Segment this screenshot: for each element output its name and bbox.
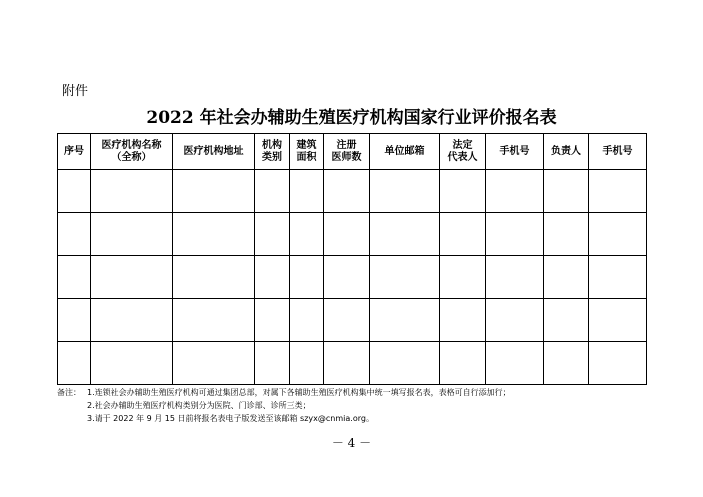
header-serial-number: 序号 [58, 134, 91, 170]
table-row [58, 299, 647, 342]
table-cell[interactable] [173, 170, 255, 213]
table-cell[interactable] [324, 342, 370, 385]
note-item-3 [57, 412, 667, 425]
table-header-row [58, 134, 647, 170]
table-cell[interactable] [486, 256, 544, 299]
note-text: 3.请于 2022 年 9 月 15 日前将报名表电子版发送至该邮箱 szyx@cnmia.org。 [87, 414, 374, 423]
table-cell[interactable] [544, 342, 589, 385]
table-cell[interactable] [91, 299, 173, 342]
header-institution-category: 机构 类别 [255, 134, 290, 170]
header-building-area: 建筑 面积 [290, 134, 324, 170]
header-phone-1: 手机号 [486, 134, 544, 170]
table-cell[interactable] [255, 342, 290, 385]
table-cell[interactable] [544, 299, 589, 342]
table-cell[interactable] [91, 213, 173, 256]
header-legal-representative: 法定 代表人 [440, 134, 486, 170]
note-text: 1.连锁社会办辅助生殖医疗机构可通过集团总部，对属下各辅助生殖医疗机构集中统一填写报名表，表格可自行添加行； [87, 388, 511, 397]
table-cell[interactable] [324, 170, 370, 213]
table-cell[interactable] [486, 213, 544, 256]
table-cell[interactable] [290, 342, 324, 385]
table-cell[interactable] [324, 256, 370, 299]
table-cell[interactable] [589, 256, 647, 299]
table-cell[interactable] [544, 256, 589, 299]
table-cell[interactable] [173, 256, 255, 299]
table-cell[interactable] [440, 342, 486, 385]
table-cell[interactable] [589, 342, 647, 385]
table-cell[interactable] [255, 170, 290, 213]
table-cell[interactable] [91, 170, 173, 213]
table-cell[interactable] [440, 299, 486, 342]
table-cell[interactable] [440, 213, 486, 256]
table-cell[interactable] [58, 170, 91, 213]
table-cell[interactable] [290, 213, 324, 256]
header-person-in-charge: 负责人 [544, 134, 589, 170]
table-cell[interactable] [370, 342, 440, 385]
table-cell[interactable] [589, 170, 647, 213]
table-row [58, 256, 647, 299]
header-registered-physicians: 注册 医师数 [324, 134, 370, 170]
table-cell[interactable] [370, 256, 440, 299]
table-cell[interactable] [173, 342, 255, 385]
notes-section [57, 386, 667, 425]
table-cell[interactable] [255, 213, 290, 256]
note-item-2 [57, 399, 667, 412]
table-cell[interactable] [440, 170, 486, 213]
note-item-1 [57, 386, 667, 399]
table-cell[interactable] [290, 170, 324, 213]
table-row [58, 213, 647, 256]
table-row [58, 342, 647, 385]
table-cell[interactable] [58, 256, 91, 299]
table-row [58, 170, 647, 213]
attachment-label: 附件 [62, 84, 89, 99]
table-cell[interactable] [91, 256, 173, 299]
table-cell[interactable] [544, 170, 589, 213]
table-cell[interactable] [58, 342, 91, 385]
table-cell[interactable] [589, 299, 647, 342]
document-title: 2022 年社会办辅助生殖医疗机构国家行业评价报名表 [146, 108, 557, 128]
table-cell[interactable] [290, 299, 324, 342]
table-cell[interactable] [486, 342, 544, 385]
table-cell[interactable] [290, 256, 324, 299]
note-text: 2.社会办辅助生殖医疗机构类别分为医院、门诊部、诊所三类； [87, 401, 311, 410]
table-cell[interactable] [370, 299, 440, 342]
table-cell[interactable] [58, 213, 91, 256]
table-cell[interactable] [486, 299, 544, 342]
table-cell[interactable] [58, 299, 91, 342]
table-cell[interactable] [255, 256, 290, 299]
table-cell[interactable] [91, 342, 173, 385]
table-cell[interactable] [544, 213, 589, 256]
table-cell[interactable] [370, 170, 440, 213]
table-cell[interactable] [324, 213, 370, 256]
header-institution-name: 医疗机构名称 （全称） [91, 134, 173, 170]
header-unit-email: 单位邮箱 [370, 134, 440, 170]
header-institution-address: 医疗机构地址 [173, 134, 255, 170]
header-phone-2: 手机号 [589, 134, 647, 170]
table-cell[interactable] [589, 213, 647, 256]
table-cell[interactable] [173, 213, 255, 256]
table-cell[interactable] [440, 256, 486, 299]
notes-prefix: 备注： [57, 388, 81, 397]
registration-table [57, 133, 647, 385]
table-cell[interactable] [255, 299, 290, 342]
page-number: － 4 － [331, 436, 372, 450]
table-cell[interactable] [370, 213, 440, 256]
table-cell[interactable] [173, 299, 255, 342]
table-cell[interactable] [486, 170, 544, 213]
table-cell[interactable] [324, 299, 370, 342]
